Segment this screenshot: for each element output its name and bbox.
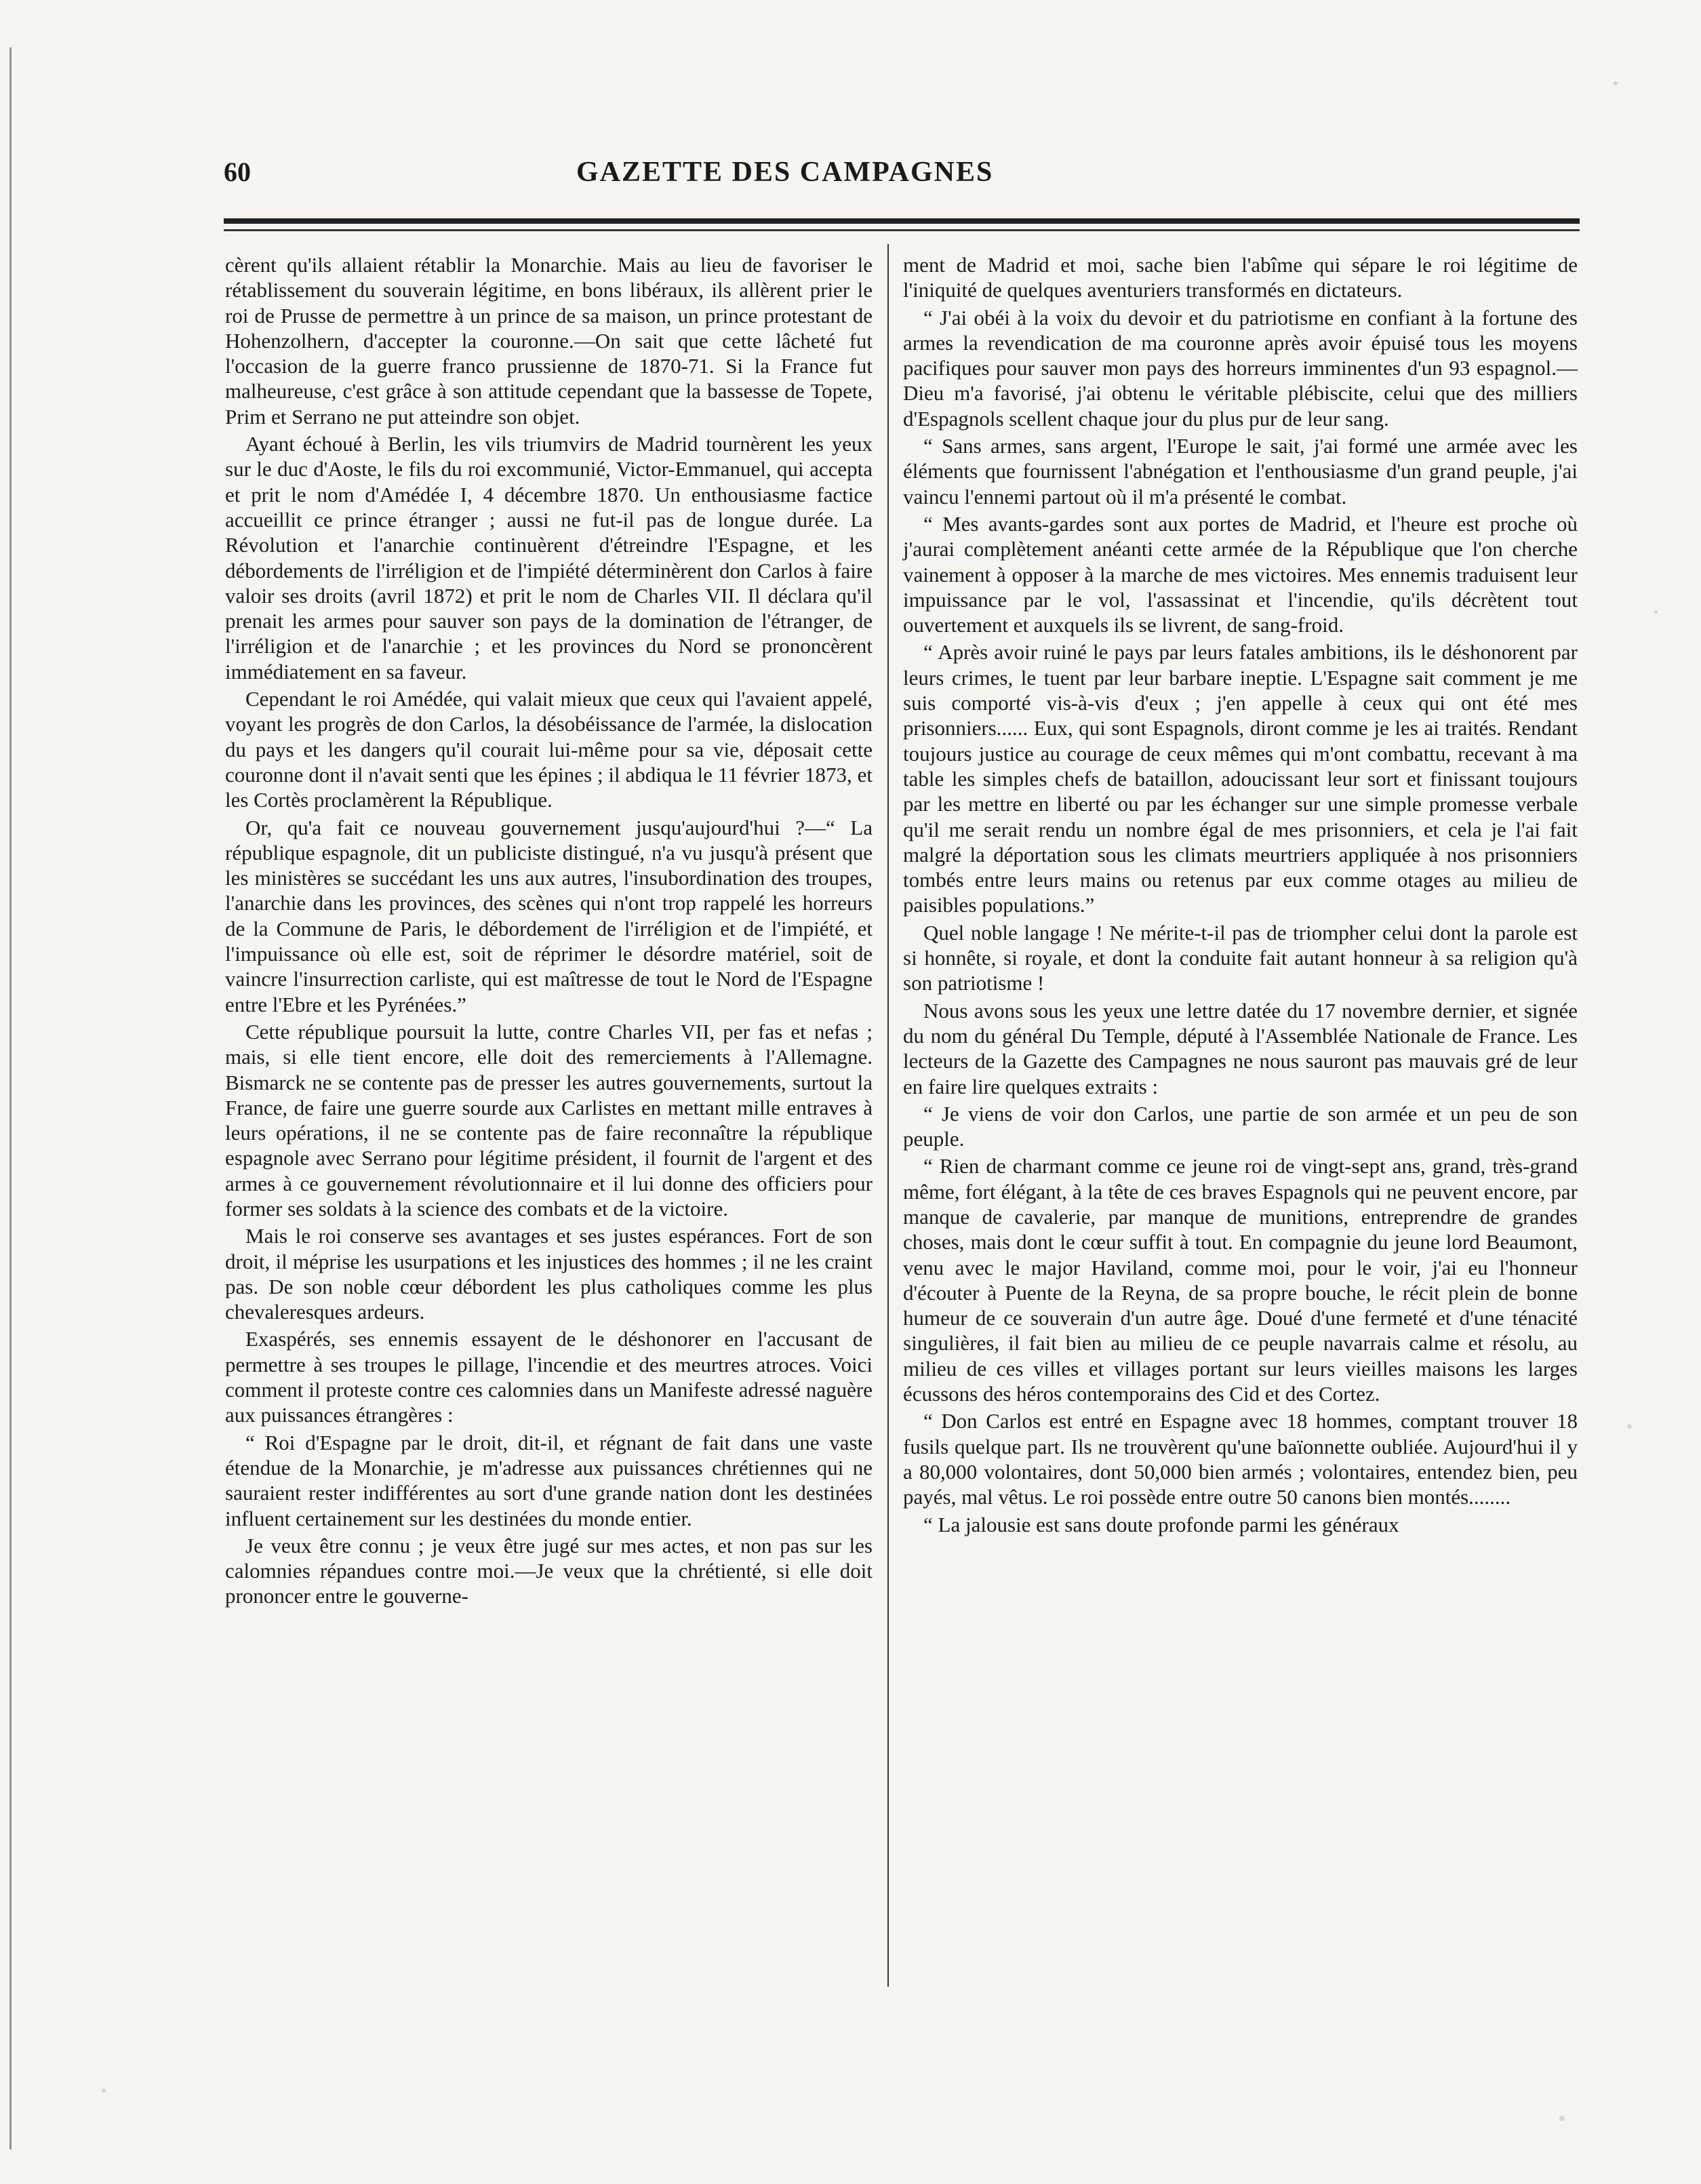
paragraph: “ Rien de charmant comme ce jeune roi de vingt-sept ans, grand, très-grand même, fort élégant, à la tête de ces braves Espagnols qui ne peuvent encore, par manque de cavalerie, par manque de munitions, entreprendre de grandes choses, mais dont le cœur suffit à tout. En compagnie du jeune lord Beaumont, venu avec le major Haviland, comme moi, pour le voir, j'ai eu l'honneur d'écouter à Puente de la Reyna, de sa propre bouche, le récit plein de bonne humeur de ce souverain d'un autre âge. Doué d'une fermeté et d'une ténacité singulières, il fait bien au milieu de ce peuple navarrais calme et résolu, au milieu de ces villes et villages portant sur leurs vieilles maisons les larges écussons des héros contemporains des Cid et des Cortez. (903, 1154, 1578, 1406)
paragraph: “ Roi d'Espagne par le droit, dit-il, et régnant de fait dans une vaste étendue de la Monarchie, je m'adresse aux puissances chrétiennes qui ne sauraient rester indifférentes au sort d'une grande nation dont les destinées influent certainement sur les destinées du monde entier. (225, 1430, 873, 1530)
paragraph: “ Après avoir ruiné le pays par leurs fatales ambitions, ils le déshonorent par leurs crimes, le tuent par leur barbare ineptie. L'Espagne sait comment je me suis comporté vis-à-vis d'eux ; j'en appelle à ceux qui ont été mes prisonniers...... Eux, qui sont Espagnols, diront comme je les ai traités. Rendant toujours justice au courage de ceux mêmes qui m'ont combattu, recevant à ma table les simples chefs de bataillon, adoucissant leur sort et finissant toujours par les mettre en liberté ou par les échanger sur une simple promesse verbale qu'il me serait rendu un nombre égal de mes prisonniers, et cela je l'ai fait malgré la déportation sous les climats meurtriers appliquée à nos prisonniers tombés entre leurs mains ou retenus par eux comme otages au milieu de paisibles populations.” (903, 640, 1578, 917)
left-column (225, 252, 873, 1611)
paragraph: “ La jalousie est sans doute profonde parmi les généraux (923, 1512, 1399, 1536)
masthead-title: GAZETTE DES CAMPAGNES (576, 157, 994, 188)
page-header (224, 156, 1573, 203)
header-rule-thin (224, 229, 1580, 231)
paper-speck (102, 2088, 106, 2092)
paragraph: Mais le roi conserve ses avantages et ses justes espérances. Fort de son droit, il méprise les usurpations et les injustices des hommes ; il ne les craint pas. De son noble cœur débordent les plus catholiques comme les plus chevaleresques ardeurs. (225, 1224, 873, 1324)
page-number: 60 (224, 157, 251, 187)
paragraph: ment de Madrid et moi, sache bien l'abîme qui sépare le roi légitime de l'iniquité de quelques aventuriers transformés en dictateurs. (903, 253, 1578, 302)
paper-speck (1614, 81, 1618, 85)
paragraph: Quel noble langage ! Ne mérite-t-il pas de triompher celui dont la parole est si honnête, si royale, et dont la conduite fait autant honneur à sa religion qu'à son patriotisme ! (903, 920, 1578, 995)
paragraph: “ Mes avants-gardes sont aux portes de Madrid, et l'heure est proche où j'aurai complètement anéanti cette armée de la République que l'on cherche vainement à opposer à la marche de mes victoires. Mes ennemis traduisent leur impuissance par le vol, l'assassinat et l'incendie, qu'ils décrètent tout ouvertement et auxquels ils se livrent, de sang-froid. (903, 511, 1578, 637)
paragraph: Cependant le roi Amédée, qui valait mieux que ceux qui l'avaient appelé, voyant les progrès de don Carlos, la désobéissance de l'armée, la dislocation du pays et les dangers qu'il courait lui-même pour sa vie, déposait cette couronne dont il n'avait senti que les épines ; il abdiqua le 11 février 1873, et les Cortès proclamèrent la République. (225, 687, 873, 812)
paper-speck (1627, 1424, 1632, 1429)
paper-speck (1654, 610, 1658, 614)
paragraph: “ Don Carlos est entré en Espagne avec 18 hommes, comptant trouver 18 fusils quelque part. Ils ne trouvèrent qu'une baïonnette oubliée. Aujourd'hui il y a 80,000 volontaires, dont 50,000 bien armés ; volontaires, entendez bien, peu payés, mal vêtus. Le roi possède entre outre 50 canons bien montés........ (903, 1409, 1578, 1509)
paragraph: Ayant échoué à Berlin, les vils triumvirs de Madrid tournèrent les yeux sur le duc d'Aoste, le fils du roi excommunié, Victor-Emmanuel, qui accepta et prit le nom d'Amédée I, 4 décembre 1870. Un enthousiasme factice accueillit ce prince étranger ; aussi ne fut-il pas de longue durée. La Révolution et l'anarchie continuèrent d'étreindre l'Espagne, et les débordements de l'irréligion et de l'impiété déterminèrent don Carlos à faire valoir ses droits (avril 1872) et prit le nom de Charles VII. Il déclara qu'il prenait les armes pour sauver son pays de la domination de l'étranger, de l'irréligion et de l'anarchie ; et les provinces du Nord se prononcèrent immédiatement en sa faveur. (225, 432, 873, 683)
paragraph: Exaspérés, ses ennemis essayent de le déshonorer en l'accusant de permettre à ses troupes le pillage, l'incendie et des meurtres atroces. Voici comment il proteste contre ces calomnies dans un Manifeste adressé naguère aux puissances étrangères : (225, 1327, 873, 1427)
paragraph: “ Sans armes, sans argent, l'Europe le sait, j'ai formé une armée avec les éléments que fournissent l'abnégation et l'enthousiasme d'un grand peuple, j'ai vaincu l'ennemi partout où il m'a présenté le combat. (903, 434, 1578, 509)
paragraph: Cette république poursuit la lutte, contre Charles VII, per fas et nefas ; mais, si elle tient encore, elle doit des remerciements à l'Allemagne. Bismarck ne se contente pas de presser les autres gouvernements, surtout la France, de faire une guerre sourde aux Carlistes en mettant mille entraves à leurs opérations, il ne se contente pas de faire reconnaître la république espagnole avec Serrano pour légitime président, il fournit de l'argent et des armes à ce gouvernement révolutionnaire et il lui donne des officiers pour former ses soldats à la science des combats et de la victoire. (225, 1019, 873, 1220)
paragraph: Nous avons sous les yeux une lettre datée du 17 novembre dernier, et signée du nom du général Du Temple, député à l'Assemblée Nationale de France. Les lecteurs de la Gazette des Campagnes ne nous sauront pas mauvais gré de leur en faire lire quelques extraits : (903, 998, 1578, 1098)
paragraph: cèrent qu'ils allaient rétablir la Monarchie. Mais au lieu de favoriser le rétablissement du souverain légitime, en bons libéraux, ils allèrent prier le roi de Prusse de permettre à un prince de sa maison, un prince protestant de Hohenzolhern, d'accepter la couronne.—On sait que cette lâcheté fut l'occasion de la guerre franco prussienne de 1870-71. Si la France fut malheureuse, c'est grâce à son attitude cependant que la bassesse de Topete, Prim et Serrano ne put atteindre son objet. (225, 253, 873, 429)
right-column (903, 252, 1578, 1539)
page-edge-rule (9, 47, 12, 2149)
header-rule-thick (224, 218, 1580, 224)
paragraph: “ Je viens de voir don Carlos, une partie de son armée et un peu de son peuple. (903, 1101, 1578, 1151)
column-divider (887, 244, 889, 1987)
paper-speck (1559, 2116, 1565, 2121)
paragraph: Or, qu'a fait ce nouveau gouvernement jusqu'aujourd'hui ?—“ La république espagnole, dit un publiciste distingué, n'a vu jusqu'à présent que les ministères se succédant les uns aux autres, l'insubordination des troupes, l'anarchie dans les provinces, des scènes qui n'ont trop rappelé les horreurs de la Commune de Paris, le débordement de l'irréligion et de l'impiété, et l'impuissance où elle est, soit de réprimer le désordre matériel, soit de vaincre l'insurrection carliste, qui est maîtresse de tout le Nord de l'Espagne entre l'Ebre et les Pyrénées.” (225, 815, 873, 1016)
paragraph: “ J'ai obéi à la voix du devoir et du patriotisme en confiant à la fortune des armes la revendication de ma couronne après avoir épuisé tous les moyens pacifiques pour sauver mon pays des horreurs imminentes d'un 93 espagnol.—Dieu m'a favorisé, j'ai obtenu le véritable plébiscite, celui que des milliers d'Espagnols scellent chaque jour du plus pur de leur sang. (903, 305, 1578, 431)
paragraph: Je veux être connu ; je veux être jugé sur mes actes, et non pas sur les calomnies répandues contre moi.—Je veux que la chrétienté, si elle doit prononcer entre le gouverne- (225, 1533, 873, 1608)
